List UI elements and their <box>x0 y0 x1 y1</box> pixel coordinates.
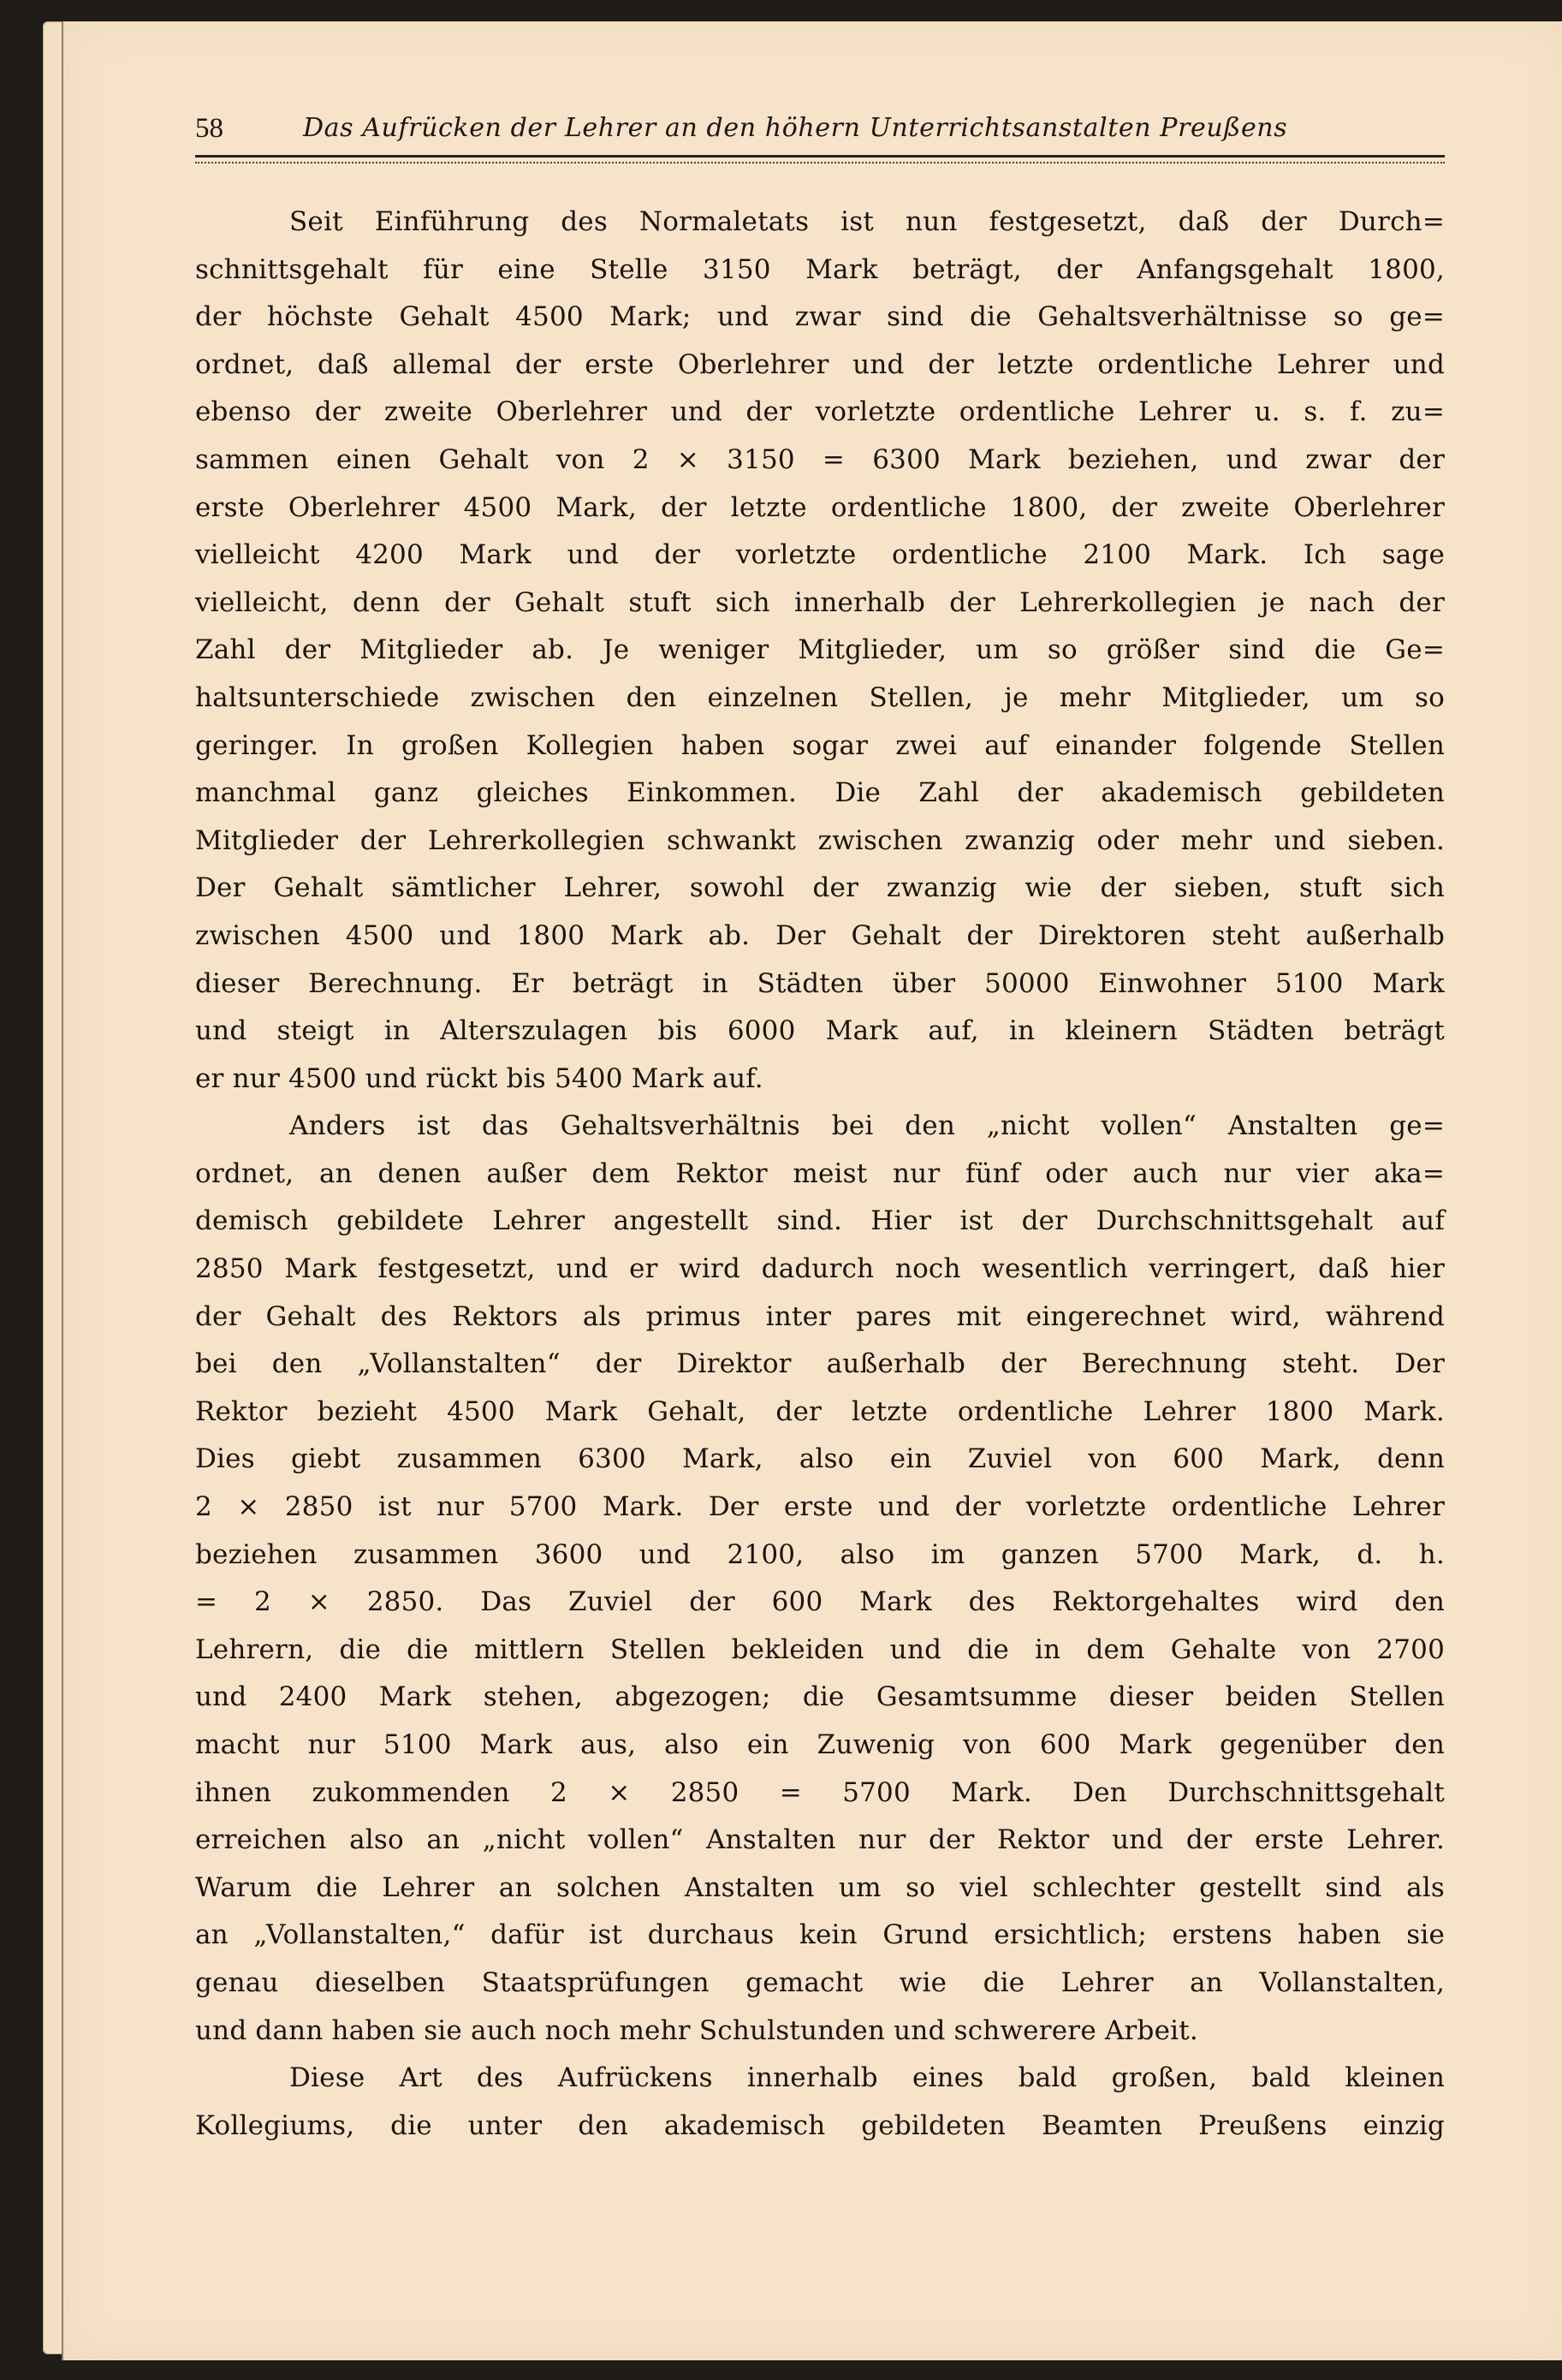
text-line: ihnen zukommenden 2 × 2850 = 5700 Mark. Den Durchschnittsgehalt <box>195 1776 1445 1808</box>
text-line: demisch gebildete Lehrer angestellt sind. Hier ist der Durchschnittsgehalt auf <box>195 1205 1445 1237</box>
text-line: manchmal ganz gleiches Einkommen. Die Zahl der akademisch gebildeten <box>195 777 1445 809</box>
text-line: Warum die Lehrer an solchen Anstalten um so viel schlechter gestellt sind als <box>195 1871 1445 1903</box>
text-line: haltsunterschiede zwischen den einzelnen Stellen, je mehr Mitglieder, um so <box>195 681 1445 713</box>
running-title: Das Aufrücken der Lehrer an den höhern Unterrichtsanstalten Preußens <box>303 113 1288 143</box>
header-rule-thick <box>195 155 1445 158</box>
text-line: an „Vollanstalten,“ dafür ist durchaus kein Grund ersichtlich; erstens haben sie <box>195 1919 1445 1951</box>
text-line: genau dieselben Staatsprüfungen gemacht wie die Lehrer an Vollanstalten, <box>195 1966 1445 1998</box>
text-line: erste Oberlehrer 4500 Mark, der letzte ordentliche 1800, der zweite Oberlehrer <box>195 491 1445 523</box>
text-line: Seit Einführung des Normaletats ist nun festgesetzt, daß der Durch= <box>289 206 1445 237</box>
text-line: zwischen 4500 und 1800 Mark ab. Der Gehalt der Direktoren steht außerhalb <box>195 919 1445 951</box>
text-line: geringer. In großen Kollegien haben sogar zwei auf einander folgende Stellen <box>195 729 1445 761</box>
text-line: schnittsgehalt für eine Stelle 3150 Mark beträgt, der Anfangsgehalt 1800, <box>195 253 1445 285</box>
text-line: Diese Art des Aufrückens innerhalb eines bald großen, bald kleinen <box>289 2062 1445 2094</box>
text-line: ordnet, daß allemal der erste Oberlehrer und der letzte ordentliche Lehrer und <box>195 348 1445 380</box>
text-line: ebenso der zweite Oberlehrer und der vorletzte ordentliche Lehrer u. s. f. zu= <box>195 396 1445 428</box>
body-text <box>195 199 1445 2150</box>
text-line: und 2400 Mark stehen, abgezogen; die Gesamtsumme dieser beiden Stellen <box>195 1681 1445 1713</box>
text-line: Rektor bezieht 4500 Mark Gehalt, der letzte ordentliche Lehrer 1800 Mark. <box>195 1395 1445 1427</box>
page-header <box>195 110 1445 147</box>
text-line: beziehen zusammen 3600 und 2100, also im ganzen 5700 Mark, d. h. <box>195 1538 1445 1570</box>
text-line: 2850 Mark festgesetzt, und er wird dadurch noch wesentlich verringert, daß hier <box>195 1253 1445 1285</box>
text-line: macht nur 5100 Mark aus, also ein Zuwenig von 600 Mark gegenüber den <box>195 1729 1445 1760</box>
text-line: sammen einen Gehalt von 2 × 3150 = 6300 Mark beziehen, und zwar der <box>195 443 1445 475</box>
text-line: er nur 4500 und rückt bis 5400 Mark auf. <box>195 1062 763 1094</box>
text-line: Anders ist das Gehaltsverhältnis bei den „nicht vollen“ Anstalten ge= <box>289 1110 1445 1142</box>
text-line: = 2 × 2850. Das Zuviel der 600 Mark des Rektorgehaltes wird den <box>195 1586 1445 1618</box>
text-line: Dies giebt zusammen 6300 Mark, also ein Zuviel von 600 Mark, denn <box>195 1443 1445 1475</box>
text-line: Zahl der Mitglieder ab. Je weniger Mitglieder, um so größer sind die Ge= <box>195 634 1445 666</box>
page-number: 58 <box>195 113 223 144</box>
text-line: Lehrern, die die mittlern Stellen bekleiden und die in dem Gehalte von 2700 <box>195 1633 1445 1665</box>
text-line: und steigt in Alterszulagen bis 6000 Mark auf, in kleinern Städten beträgt <box>195 1015 1445 1047</box>
text-line: Kollegiums, die unter den akademisch gebildeten Beamten Preußens einzig <box>195 2109 1445 2141</box>
text-line: und dann haben sie auch noch mehr Schulstunden und schwerere Arbeit. <box>195 2014 1198 2046</box>
text-line: der höchste Gehalt 4500 Mark; und zwar sind die Gehaltsverhältnisse so ge= <box>195 301 1445 333</box>
text-line: Der Gehalt sämtlicher Lehrer, sowohl der zwanzig wie der sieben, stuft sich <box>195 872 1445 904</box>
text-line: bei den „Vollanstalten“ der Direktor außerhalb der Berechnung steht. Der <box>195 1348 1445 1380</box>
text-line: vielleicht 4200 Mark und der vorletzte ordentliche 2100 Mark. Ich sage <box>195 539 1445 571</box>
text-line: ordnet, an denen außer dem Rektor meist nur fünf oder auch nur vier aka= <box>195 1157 1445 1189</box>
text-line: vielleicht, denn der Gehalt stuft sich innerhalb der Lehrerkollegien je nach der <box>195 586 1445 618</box>
text-line: erreichen also an „nicht vollen“ Anstalten nur der Rektor und der erste Lehrer. <box>195 1824 1445 1856</box>
text-line: 2 × 2850 ist nur 5700 Mark. Der erste und der vorletzte ordentliche Lehrer <box>195 1491 1445 1523</box>
text-line: der Gehalt des Rektors als primus inter pares mit eingerechnet wird, während <box>195 1300 1445 1332</box>
header-rule-thin <box>195 162 1445 164</box>
text-line: dieser Berechnung. Er beträgt in Städten über 50000 Einwohner 5100 Mark <box>195 967 1445 999</box>
text-line: Mitglieder der Lehrerkollegien schwankt zwischen zwanzig oder mehr und sieben. <box>195 824 1445 856</box>
